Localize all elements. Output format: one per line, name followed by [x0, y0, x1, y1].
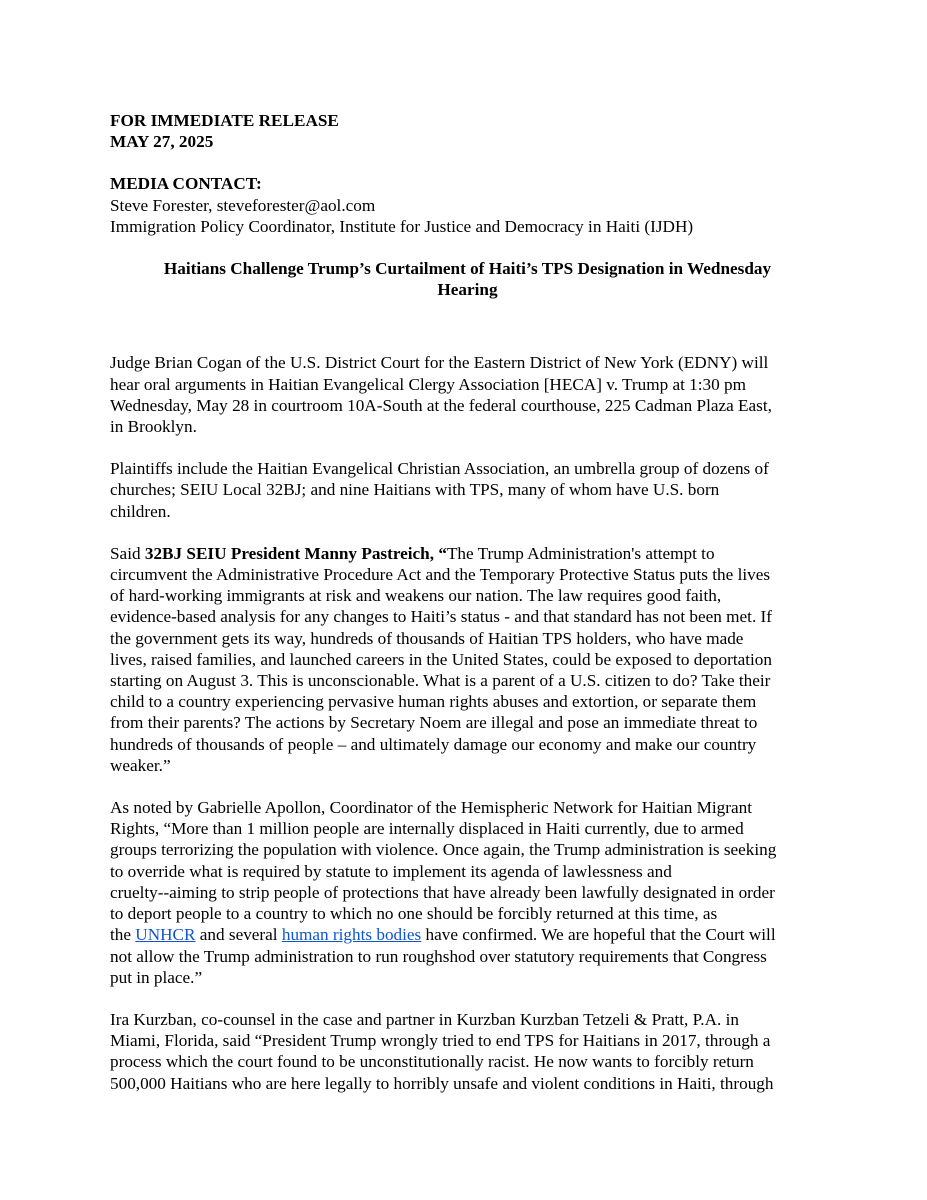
quote-intro: Said	[110, 543, 145, 563]
paragraph-line: in Brooklyn.	[110, 417, 197, 437]
press-release-page	[110, 110, 825, 1094]
link-line-pre: the	[110, 925, 136, 945]
paragraph-line: from their parents? The actions by Secretary Noem are illegal and pose an immediate threat to	[110, 713, 758, 733]
paragraph-line: hear oral arguments in Haitian Evangelical Clergy Association [HECA] v. Trump at 1:30 pm	[110, 374, 746, 394]
paragraph-kurzban-quote	[110, 1009, 825, 1094]
paragraph-line: evidence-based analysis for any changes to Haiti’s status - and that standard has not been met. If	[110, 607, 772, 627]
paragraph-line: not allow the Trump administration to run roughshod over statutory requirements that Congress	[110, 946, 767, 966]
headline-line-2: Hearing	[437, 280, 498, 300]
paragraph-line: Plaintiffs include the Haitian Evangelical Christian Association, an umbrella group of dozens of	[110, 459, 769, 479]
release-date: MAY 27, 2025	[110, 132, 214, 152]
paragraph-line: circumvent the Administrative Procedure Act and the Temporary Protective Status puts the lives	[110, 565, 771, 585]
paragraph-line: groups terrorizing the population with violence. Once again, the Trump administration is seeking	[110, 840, 777, 860]
paragraph-plaintiffs	[110, 458, 825, 522]
media-contact-block	[110, 173, 825, 237]
paragraph-line: 500,000 Haitians who are here legally to horribly unsafe and violent conditions in Haiti, through	[110, 1073, 774, 1093]
paragraph-line: cruelty--aiming to strip people of protections that have already been lawfully designated in order	[110, 882, 775, 902]
quote-start: The Trump Administration's attempt to	[446, 543, 715, 563]
paragraph-line: weaker.”	[110, 755, 171, 775]
release-header	[110, 110, 825, 152]
paragraph-line	[110, 543, 825, 564]
paragraph-line: Ira Kurzban, co-counsel in the case and partner in Kurzban Kurzban Tetzeli & Pratt, P.A. in	[110, 1009, 739, 1029]
link-line-mid: and several	[195, 925, 282, 945]
quote-speaker: 32BJ SEIU President Manny Pastreich, “	[144, 543, 447, 563]
paragraph-line: Judge Brian Cogan of the U.S. District Court for the Eastern District of New York (EDNY) will	[110, 353, 769, 373]
paragraph-line: to override what is required by statute to implement its agenda of lawlessness and	[110, 861, 672, 881]
paragraph-line: process which the court found to be unconstitutionally racist. He now wants to forcibly return	[110, 1052, 754, 1072]
human-rights-bodies-link[interactable]: human rights bodies	[281, 925, 422, 945]
link-line-post: have confirmed. We are hopeful that the Court will	[421, 925, 776, 945]
paragraph-line: Rights, “More than 1 million people are internally displaced in Haiti currently, due to armed	[110, 819, 744, 839]
paragraph-line: Miami, Florida, said “President Trump wrongly tried to end TPS for Haitians in 2017, through a	[110, 1031, 771, 1051]
release-label: FOR IMMEDIATE RELEASE	[110, 111, 339, 130]
contact-name-email: Steve Forester, steveforester@aol.com	[110, 195, 376, 215]
paragraph-line: churches; SEIU Local 32BJ; and nine Haitians with TPS, many of whom have U.S. born	[110, 480, 720, 500]
paragraph-line: starting on August 3. This is unconscionable. What is a parent of a U.S. citizen to do? Take their	[110, 671, 771, 691]
paragraph-line: lives, raised families, and launched careers in the United States, could be exposed to deportation	[110, 649, 772, 669]
paragraph-line: As noted by Gabrielle Apollon, Coordinator of the Hemispheric Network for Haitian Migrant	[110, 798, 752, 818]
paragraph-line: child to a country experiencing pervasive human rights abuses and extortion, or separate them	[110, 692, 757, 712]
paragraph-pastreich-quote	[110, 543, 825, 776]
paragraph-line: of hard-working immigrants at risk and weakens our nation. The law requires good faith,	[110, 586, 722, 606]
contact-title: Immigration Policy Coordinator, Institute for Justice and Democracy in Haiti (IJDH)	[110, 216, 694, 236]
paragraph-line: Wednesday, May 28 in courtroom 10A-South at the federal courthouse, 225 Cadman Plaza East,	[110, 395, 772, 415]
paragraph-line: to deport people to a country to which no one should be forcibly returned at this time, as	[110, 904, 718, 924]
unhcr-link[interactable]: UNHCR	[135, 925, 196, 945]
paragraph-line	[110, 924, 825, 945]
paragraph-hearing	[110, 352, 825, 437]
media-contact-label: MEDIA CONTACT:	[110, 174, 262, 194]
headline-line-1: Haitians Challenge Trump’s Curtailment of Haiti’s TPS Designation in Wednesday	[163, 259, 772, 279]
paragraph-line: the government gets its way, hundreds of thousands of Haitian TPS holders, who have made	[110, 628, 744, 648]
paragraph-line: hundreds of thousands of people – and ultimately damage our economy and make our country	[110, 734, 757, 754]
paragraph-line: children.	[110, 501, 171, 521]
paragraph-line: put in place.”	[110, 967, 203, 987]
paragraph-apollon-quote	[110, 797, 825, 988]
headline	[110, 258, 825, 300]
